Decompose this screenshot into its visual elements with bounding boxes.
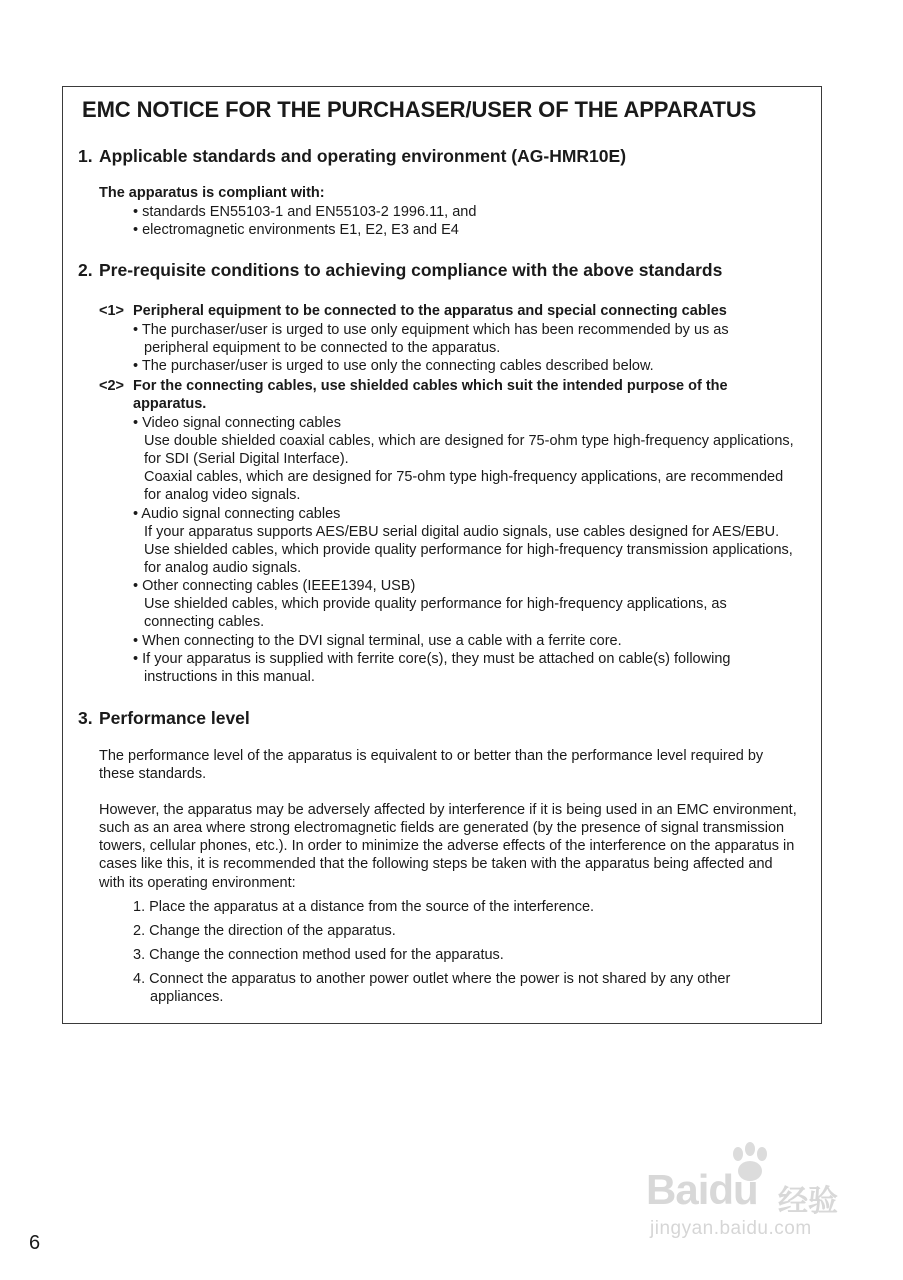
watermark-url: jingyan.baidu.com xyxy=(650,1218,812,1239)
section-1-heading xyxy=(78,146,626,167)
step-item-cont: appliances. xyxy=(150,989,224,1005)
section-1-title: Applicable standards and operating environment (AG-HMR10E) xyxy=(99,146,627,166)
step-item: 4. Connect the apparatus to another power outlet where the power is not shared by any other xyxy=(133,971,731,987)
section-2-heading xyxy=(78,260,722,281)
baidu-watermark xyxy=(640,1140,855,1250)
section-3-paragraph-line: cases like this, it is recommended that the following steps be taken with the apparatus being affected and xyxy=(99,856,773,872)
item-1-title: Peripheral equipment to be connected to the apparatus and special connecting cables xyxy=(133,303,727,319)
section-3-number: 3. xyxy=(78,708,93,728)
section-1-number: 1. xyxy=(78,146,93,166)
section-3-paragraph-line: these standards. xyxy=(99,766,207,782)
section-1-lead: The apparatus is compliant with: xyxy=(99,185,325,201)
item-2-heading xyxy=(99,378,728,394)
item-2-tag: <2> xyxy=(99,378,124,394)
section-3-title: Performance level xyxy=(99,708,250,728)
section-3-heading xyxy=(78,708,250,729)
step-item: 1. Place the apparatus at a distance from the source of the interference. xyxy=(133,899,595,915)
step-item: 3. Change the connection method used for the apparatus. xyxy=(133,947,504,963)
item-2-line: • When connecting to the DVI signal terminal, use a cable with a ferrite core. xyxy=(133,633,622,649)
page-title: EMC NOTICE FOR THE PURCHASER/USER OF THE APPARATUS xyxy=(82,97,757,122)
item-1-line: • The purchaser/user is urged to use only the connecting cables described below. xyxy=(133,358,654,374)
item-2-line: for SDI (Serial Digital Interface). xyxy=(144,451,349,467)
item-2-line: connecting cables. xyxy=(144,614,265,630)
item-2-line: If your apparatus supports AES/EBU serial digital audio signals, use cables designed for AES/EBU. xyxy=(144,524,780,540)
watermark-logo: Baidu xyxy=(646,1166,758,1213)
section-1-bullet: • electromagnetic environments E1, E2, E3 and E4 xyxy=(133,222,459,238)
item-2-line: • Video signal connecting cables xyxy=(133,415,341,431)
section-2-title: Pre-requisite conditions to achieving compliance with the above standards xyxy=(99,260,723,280)
item-2-title: For the connecting cables, use shielded cables which suit the intended purpose of the xyxy=(133,378,728,394)
item-1-line: • The purchaser/user is urged to use only equipment which has been recommended by us as xyxy=(133,322,729,338)
item-2-line: instructions in this manual. xyxy=(144,669,315,685)
item-2-line: • Audio signal connecting cables xyxy=(133,506,341,522)
page-number: 6 xyxy=(29,1232,41,1254)
section-2-number: 2. xyxy=(78,260,93,280)
item-2-title-cont: apparatus. xyxy=(133,396,207,412)
item-2-line: Use double shielded coaxial cables, which are designed for 75-ohm type high-frequency applications, xyxy=(144,433,794,449)
section-3-paragraph-line: The performance level of the apparatus is equivalent to or better than the performance level required by xyxy=(99,748,764,764)
item-2-line: • If your apparatus is supplied with ferrite core(s), they must be attached on cable(s) following xyxy=(133,651,731,667)
item-2-line: for analog audio signals. xyxy=(144,560,302,576)
item-2-line: for analog video signals. xyxy=(144,487,301,503)
item-1-heading xyxy=(99,303,727,319)
section-1-bullet: • standards EN55103-1 and EN55103-2 1996.11, and xyxy=(133,204,477,220)
step-item: 2. Change the direction of the apparatus. xyxy=(133,923,396,939)
section-3-paragraph-line: such as an area where strong electromagnetic fields are generated (by the presence of signal transmission xyxy=(99,820,785,836)
watermark-chinese: 经验 xyxy=(778,1185,838,1218)
section-3-paragraph-line: However, the apparatus may be adversely affected by interference if it is being used in an EMC environment, xyxy=(99,802,797,818)
section-3-paragraph-line: with its operating environment: xyxy=(99,875,296,891)
item-2-line: Use shielded cables, which provide quality performance for high-frequency transmission applications, xyxy=(144,542,793,558)
item-2-line: • Other connecting cables (IEEE1394, USB) xyxy=(133,578,416,594)
item-2-line: Coaxial cables, which are designed for 75-ohm type high-frequency applications, are recommended xyxy=(144,469,784,485)
item-1-line: peripheral equipment to be connected to the apparatus. xyxy=(144,340,501,356)
section-3-paragraph-line: towers, cellular phones, etc.). In order to minimize the adverse effects of the interference on the apparatus in xyxy=(99,838,795,854)
item-1-tag: <1> xyxy=(99,303,124,319)
item-2-line: Use shielded cables, which provide quality performance for high-frequency applications, as xyxy=(144,596,727,612)
